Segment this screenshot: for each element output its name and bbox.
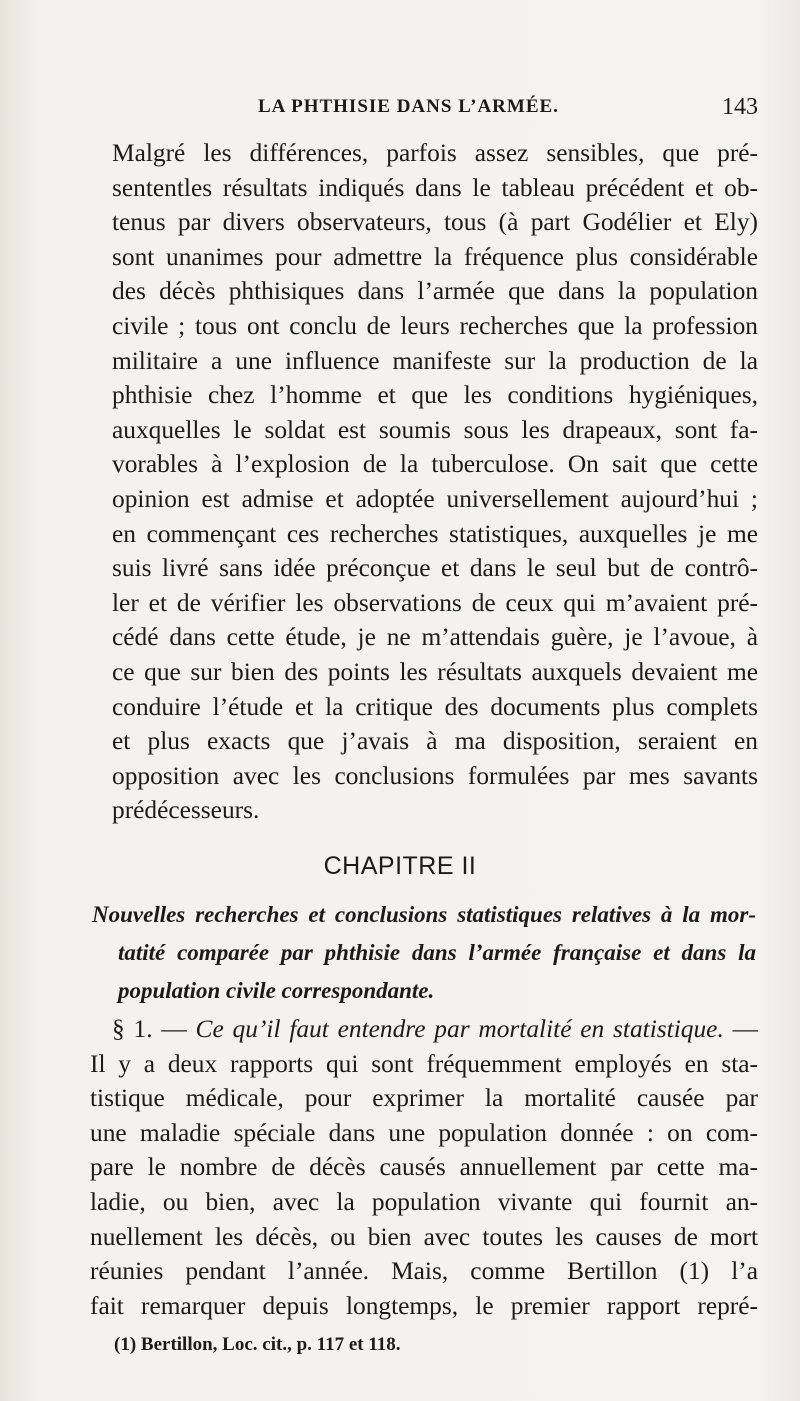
running-title: LA PHTHISIE DANS L’ARMÉE.	[258, 96, 559, 117]
page-number: 143	[722, 94, 758, 120]
text-line: opinion est admise et adoptée universellement aujourd’hui ;	[112, 484, 758, 513]
text-line: civile ; tous ont conclu de leurs recherches que la profession	[112, 311, 758, 340]
section-number: § 1. —	[112, 1015, 196, 1043]
section-heading	[90, 1012, 758, 1047]
text-line: opposition avec les conclusions formulées par mes savants	[112, 761, 758, 790]
text-line: ler et de vérifier les observations de ceux qui m’avaient pré-	[112, 588, 758, 617]
text-line: Il y a deux rapports qui sont fréquemment employés en sta-	[90, 1049, 758, 1078]
text-line: pare le nombre de décès causés annuellement par cette ma-	[90, 1153, 758, 1182]
text-line: Malgré les différences, parfois assez sensibles, que pré-	[112, 139, 758, 167]
section-heading-title: Ce qu’il faut entendre par mortalité en statistique.	[195, 1015, 724, 1043]
text-line: une maladie spéciale dans une population donnée : on com-	[90, 1118, 758, 1147]
text-line: sententles résultats indiqués dans le tableau précédent et ob-	[112, 173, 758, 202]
footnote: (1) Bertillon, Loc. cit., p. 117 et 118.	[114, 1334, 401, 1355]
chapter-title: CHAPITRE II	[323, 852, 477, 880]
paragraph-1	[90, 136, 758, 828]
text-line: prédécesseurs.	[112, 796, 260, 825]
section-heading-dash: —	[723, 1015, 758, 1043]
text-line: vorables à l’explosion de la tuberculose. On sait que cette	[112, 450, 758, 479]
text-line: phthisie chez l’homme et que les conditions hygiéniques,	[112, 381, 758, 410]
subtitle-line: population civile correspondante.	[118, 978, 435, 1003]
text-line: en commençant ces recherches statistiques, auxquelles je me	[112, 519, 758, 548]
section-1	[90, 1012, 758, 1323]
text-line: ce que sur bien des points les résultats auxquels devaient me	[112, 657, 758, 686]
chapter-subtitle	[92, 896, 756, 1010]
text-line: ladie, ou bien, avec la population vivante qui fournit an-	[90, 1187, 758, 1216]
text-line: sont unanimes pour admettre la fréquence plus considérable	[112, 242, 758, 271]
text-line: suis livré sans idée préconçue et dans le seul but de contrô-	[112, 554, 758, 583]
text-line: tistique médicale, pour exprimer la mortalité causée par	[90, 1084, 758, 1113]
text-line: tenus par divers observateurs, tous (à part Godélier et Ely)	[112, 208, 758, 237]
text-line: cédé dans cette étude, je ne m’attendais guère, je l’avoue, à	[112, 623, 758, 652]
text-line: et plus exacts que j’avais à ma disposition, seraient en	[112, 727, 758, 756]
text-line: fait remarquer depuis longtemps, le premier rapport repré-	[90, 1291, 758, 1320]
running-head	[258, 96, 758, 126]
text-line: nuellement les décès, ou bien avec toutes les causes de mort	[90, 1222, 758, 1251]
text-line: auxquelles le soldat est soumis sous les drapeaux, sont fa-	[112, 415, 758, 444]
subtitle-line: Nouvelles recherches et conclusions statistiques relatives à la mor-	[92, 902, 756, 927]
text-line: militaire a une influence manifeste sur la production de la	[112, 346, 758, 375]
text-line: des décès phthisiques dans l’armée que dans la population	[112, 277, 758, 306]
text-line: réunies pendant l’année. Mais, comme Bertillon (1) l’a	[90, 1257, 758, 1286]
subtitle-line: tatité comparée par phthisie dans l’armée française et dans la	[118, 940, 756, 965]
text-line: conduire l’étude et la critique des documents plus complets	[112, 692, 758, 721]
